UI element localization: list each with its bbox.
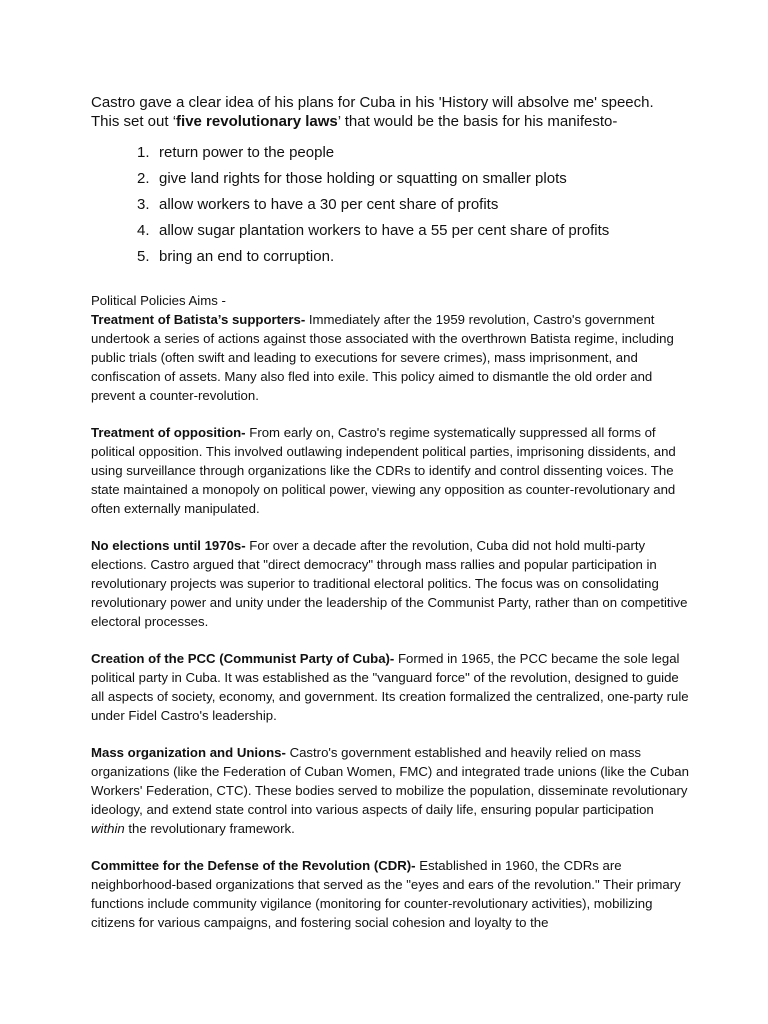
section-emphasis: within	[91, 821, 125, 836]
list-item	[137, 218, 691, 244]
political-aims-heading: Political Policies Aims -	[91, 293, 226, 308]
list-item-number: 2.	[137, 170, 150, 187]
list-item	[137, 140, 691, 166]
section-elections	[91, 536, 691, 631]
section-text-end: the revolutionary framework.	[124, 821, 295, 836]
section-text: Castro's government established and heavily relied on mass organizations (like the Federation of Cuban Women, FMC) and integrated trade unions (like the Cuban Workers' Federation, CTC). These bodies served to mobilize the population, disseminate revolutionary ideology, and extend state control into various aspects of daily life, ensuring popular participation	[91, 745, 689, 817]
section-title: Creation of the PCC (Communist Party of Cuba)-	[91, 651, 395, 666]
section-title: No elections until 1970s-	[91, 538, 246, 553]
section-title: Treatment of Batista’s supporters-	[91, 312, 306, 327]
list-item-text: allow workers to have a 30 per cent share of profits	[159, 196, 499, 213]
list-item-text: allow sugar plantation workers to have a 55 per cent share of profits	[159, 222, 610, 239]
section-opposition	[91, 423, 691, 518]
section-mass-organization	[91, 743, 691, 838]
list-item	[137, 244, 691, 270]
section-cdr	[91, 856, 691, 932]
section-text: From early on, Castro's regime systematically suppressed all forms of political opposition. This involved outlawing independent political parties, imprisoning dissidents, and using surveillance through organizations like the CDRs to identify and control dissenting voices. The state maintained a monopoly on political power, viewing any opposition as counter-revolutionary and often externally manipulated.	[91, 425, 676, 516]
section-text: For over a decade after the revolution, Cuba did not hold multi-party elections. Castro argued that "direct democracy" through mass rallies and popular participation in revolutionary projects was superior to traditional electoral politics. The focus was on consolidating revolutionary power and unity under the leadership of the Communist Party, rather than on competitive electoral processes.	[91, 538, 688, 629]
document-page	[91, 93, 691, 932]
section-pcc	[91, 649, 691, 725]
intro-bold-phrase: five revolutionary laws	[176, 113, 338, 130]
intro-line-2-pre: This set out ‘	[91, 113, 177, 130]
list-item-text: give land rights for those holding or squatting on smaller plots	[159, 170, 567, 187]
list-item-number: 1.	[137, 144, 150, 161]
section-title: Treatment of opposition-	[91, 425, 246, 440]
section-text: Immediately after the 1959 revolution, Castro's government undertook a series of actions against those associated with the overthrown Batista regime, including public trials (often swift and leading to executions for severe crimes), mass imprisonment, and confiscation of assets. Many also fled into exile. This policy aimed to dismantle the old order and prevent a counter-revolution.	[91, 312, 674, 403]
list-item	[137, 192, 691, 218]
section-title: Mass organization and Unions-	[91, 745, 286, 760]
intro-line-1: Castro gave a clear idea of his plans for Cuba in his 'History will absolve me' speech.	[91, 94, 654, 111]
list-item	[137, 166, 691, 192]
section-text: Established in 1960, the CDRs are neighborhood-based organizations that served as the "eyes and ears of the revolution." Their primary functions include community vigilance (monitoring for counter-revolutionary activities), mobilizing citizens for various campaigns, and fostering social cohesion and loyalty to the	[91, 858, 681, 930]
intro-paragraph	[91, 93, 691, 131]
revolutionary-laws-list	[91, 140, 691, 270]
section-text: Formed in 1965, the PCC became the sole legal political party in Cuba. It was established as the "vanguard force" of the revolution, designed to guide all aspects of society, economy, and government. Its creation formalized the centralized, one-party rule under Fidel Castro's leadership.	[91, 651, 689, 723]
section-batista-supporters	[91, 310, 691, 405]
section-title: Committee for the Defense of the Revolution (CDR)-	[91, 858, 416, 873]
list-item-number: 4.	[137, 222, 150, 239]
list-item-text: bring an end to corruption.	[159, 248, 335, 265]
list-item-text: return power to the people	[159, 144, 335, 161]
list-item-number: 3.	[137, 196, 150, 213]
list-item-number: 5.	[137, 248, 150, 265]
intro-line-2-post: ’ that would be the basis for his manifesto-	[337, 113, 618, 130]
